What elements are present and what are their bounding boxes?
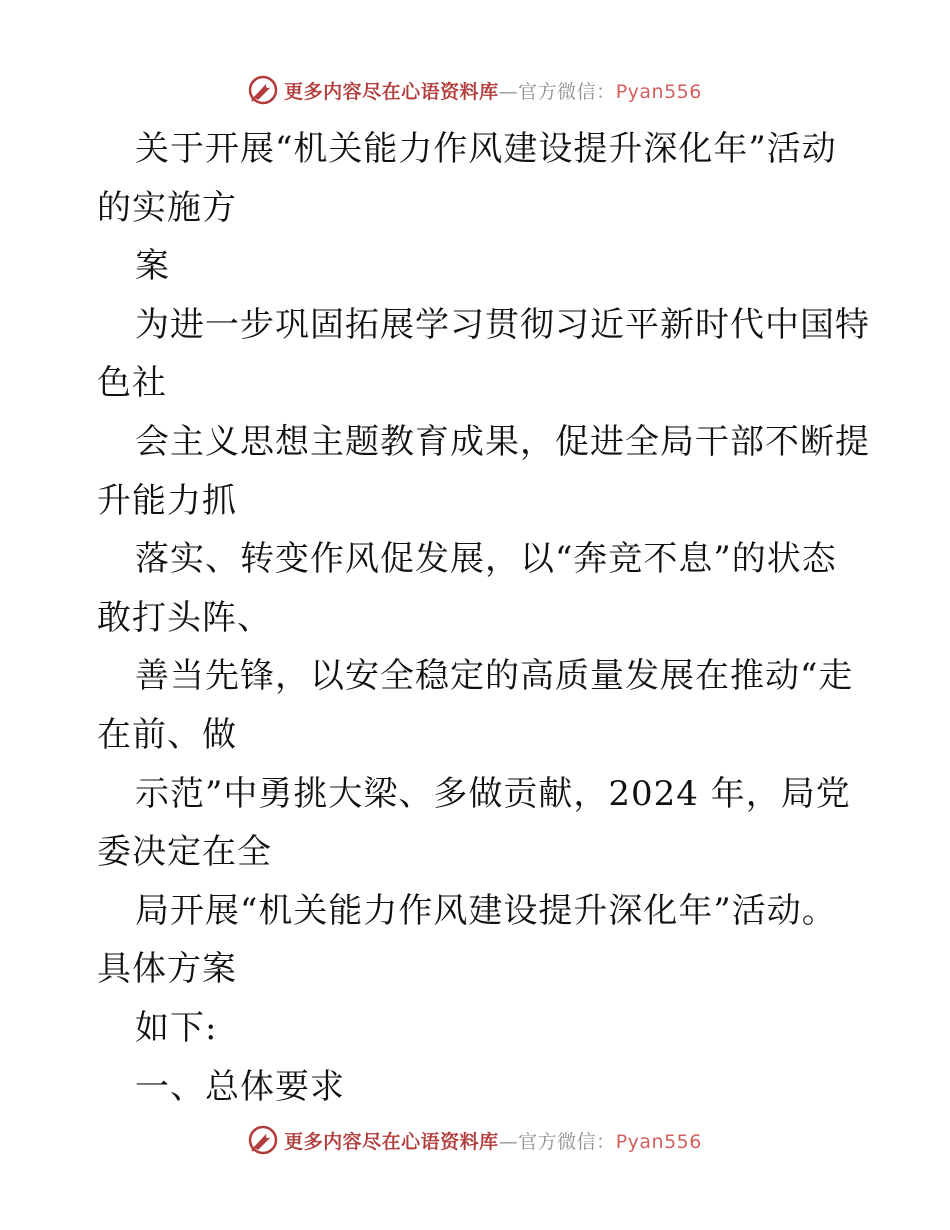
- document-line: 示范”中勇挑大梁、多做贡献，2024 年，局党: [135, 773, 851, 814]
- document-line: 如下:: [135, 1007, 218, 1048]
- footer-brand-text: 更多内容尽在心语资料库: [284, 1130, 499, 1153]
- document-body: [97, 120, 870, 1116]
- document-line: 局开展“机关能力作风建设提升深化年”活动。: [135, 890, 837, 931]
- document-line: 的实施方: [97, 187, 237, 228]
- document-line: 一、总体要求: [135, 1066, 345, 1107]
- document-line: 会主义思想主题教育成果，促进全局干部不断提: [135, 421, 870, 462]
- document-line: 具体方案: [97, 949, 237, 990]
- footer-separator: —: [498, 1130, 519, 1153]
- document-line: 敢打头阵、: [97, 597, 272, 638]
- document-line: 升能力抓: [97, 480, 237, 521]
- ink-pen-logo-icon: [248, 75, 278, 105]
- footer-banner: [0, 1120, 950, 1160]
- document-line: 落实、转变作风促发展，以“奔竞不息”的状态: [135, 539, 837, 580]
- header-contact-id: Pyan556: [615, 80, 702, 103]
- document-line: 善当先锋，以安全稳定的高质量发展在推动“走: [135, 656, 854, 697]
- footer-banner-text: [284, 1127, 702, 1154]
- document-line: 色社: [97, 363, 167, 404]
- header-banner-text: [284, 77, 702, 104]
- ink-pen-logo-icon: [248, 1125, 278, 1155]
- header-brand-text: 更多内容尽在心语资料库: [284, 80, 499, 103]
- footer-contact-label: 官方微信：: [518, 1130, 616, 1153]
- header-contact-label: 官方微信：: [518, 80, 616, 103]
- document-line: 关于开展“机关能力作风建设提升深化年”活动: [135, 129, 837, 169]
- document-line: 在前、做: [97, 714, 237, 755]
- document-line: 委决定在全: [97, 832, 272, 873]
- document-line: 案: [135, 246, 170, 287]
- header-separator: —: [498, 80, 519, 103]
- header-banner: [0, 70, 950, 110]
- footer-contact-id: Pyan556: [615, 1130, 702, 1153]
- document-line: 为进一步巩固拓展学习贯彻习近平新时代中国特: [135, 304, 870, 345]
